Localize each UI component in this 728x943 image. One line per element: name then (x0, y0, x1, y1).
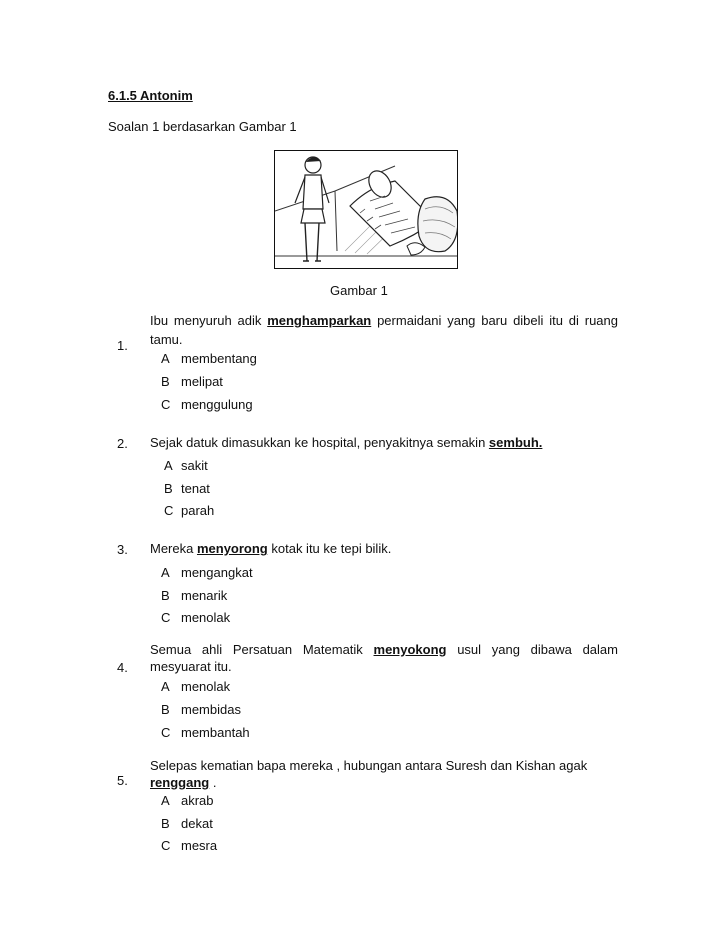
answer-option: A menolak (161, 679, 231, 694)
answer-option: B melipat (161, 374, 223, 389)
answer-option: B tenat (164, 481, 210, 496)
question-keyword: sembuh. (488, 435, 543, 450)
answer-option: C membantah (161, 725, 250, 740)
question-text: Ibu menyuruh adik (150, 313, 268, 328)
answer-option: C parah (164, 503, 215, 518)
figure-caption: Gambar 1 (330, 283, 388, 298)
section-title: 6.1.5 Antonim (108, 88, 193, 103)
question-number: 4. (117, 660, 128, 675)
answer-option: C mesra (161, 838, 218, 853)
question-text-line2: tamu. (150, 332, 183, 347)
answer-option: B dekat (161, 816, 213, 831)
answer-option: C menggulung (161, 397, 253, 412)
question-number: 2. (117, 436, 128, 451)
figure-illustration (274, 150, 458, 269)
question-keyword: renggang (150, 775, 210, 790)
question-number: 5. (117, 773, 128, 788)
question-text-line1 (150, 433, 618, 452)
question-text-line2 (150, 773, 618, 792)
answer-option: B menarik (161, 588, 228, 603)
question-number: 1. (117, 338, 128, 353)
question-keyword: menyorong (196, 541, 268, 556)
question-text: Semua ahli Persatuan Matematik (150, 642, 374, 657)
answer-option: A membentang (161, 351, 257, 366)
answer-option: B membidas (161, 702, 241, 717)
question-text-line1 (150, 539, 618, 558)
question-text: Mereka (150, 541, 197, 556)
question-text: permaidani yang baru dibeli itu di ruang (371, 313, 618, 328)
question-text: . (209, 775, 217, 790)
illustration-image (275, 151, 458, 269)
question-text: usul yang dibawa dalam (446, 642, 618, 657)
question-text-line1: Selepas kematian bapa mereka , hubungan antara Suresh dan Kishan agak (150, 758, 588, 773)
answer-option: A akrab (161, 793, 214, 808)
question-keyword: menghamparkan (267, 313, 372, 328)
question-text-line1 (150, 311, 618, 330)
answer-option: A sakit (164, 458, 208, 473)
answer-option: C menolak (161, 610, 231, 625)
question-text: kotak itu ke tepi bilik. (267, 541, 392, 556)
question-text-line2: mesyuarat itu. (150, 659, 232, 674)
answer-option: A mengangkat (161, 565, 253, 580)
question-text: Sejak datuk dimasukkan ke hospital, penyakitnya semakin (150, 435, 489, 450)
question-number: 3. (117, 542, 128, 557)
question-keyword: menyokong (373, 642, 447, 657)
section-instruction: Soalan 1 berdasarkan Gambar 1 (108, 119, 297, 134)
